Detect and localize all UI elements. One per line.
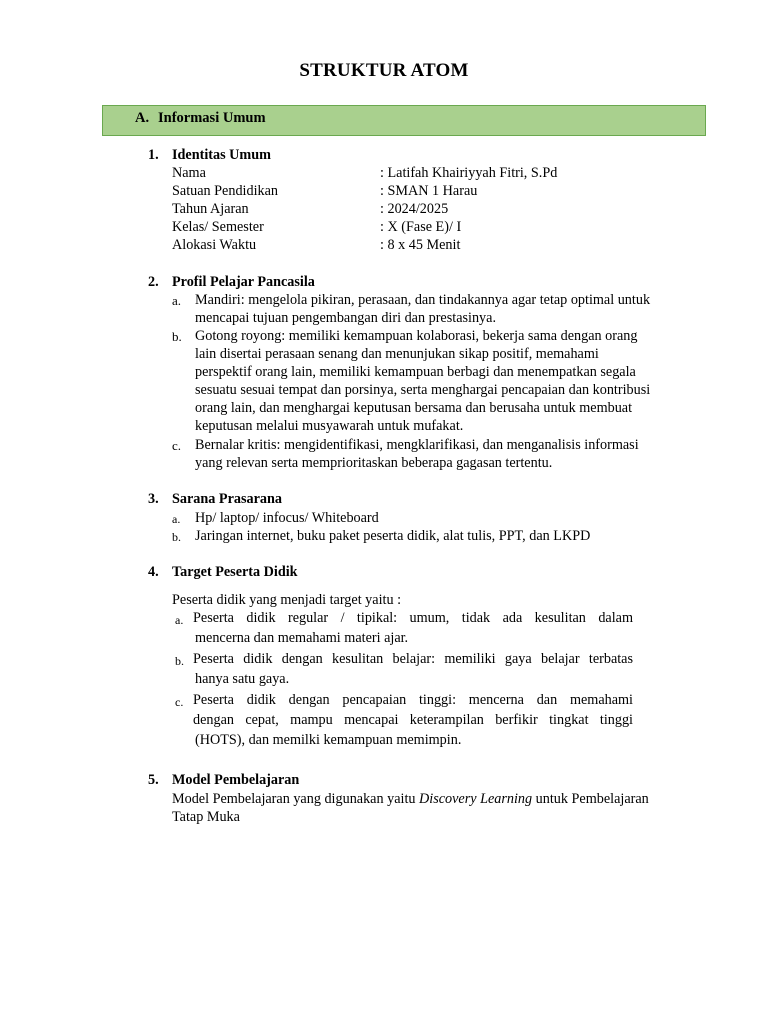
list-item-text: mencapai tujuan pengembangan diri dan prestasinya. <box>195 310 496 326</box>
model-text-italic: Discovery Learning <box>419 791 533 807</box>
list-item-text: hanya satu gaya. <box>195 671 290 687</box>
list-letter: a. <box>172 293 182 308</box>
list-item-text: keputusan melalui musyawarah untuk mufakat. <box>195 418 464 434</box>
list-item-text: lain disertai perasaan senang dan menunjukan sikap positif, memahami <box>195 346 599 362</box>
model-number: 5. <box>148 772 159 788</box>
list-letter: a. <box>175 613 184 627</box>
identitas-value: : X (Fase E)/ I <box>380 219 462 235</box>
list-item-text: sesuatu sesuai tempat dan porsinya, serta menghargai pencapaian dan kontribusi <box>195 382 651 398</box>
list-letter: a. <box>172 512 181 526</box>
profil-number: 2. <box>148 274 159 290</box>
section-label: A. <box>135 110 150 126</box>
target-number: 4. <box>148 564 159 580</box>
list-item-text: mencerna dan memahami materi ajar. <box>195 630 409 646</box>
list-item-text: perspektif orang lain, memiliki kemampuan berbagi dan menempatkan segala <box>195 364 636 380</box>
model-text-after: untuk Pembelajaran <box>532 791 649 807</box>
target-heading: Target Peserta Didik <box>172 564 298 580</box>
identitas-key: Kelas/ Semester <box>172 219 264 235</box>
identitas-key: Tahun Ajaran <box>172 201 249 217</box>
list-item-text: yang relevan serta memprioritaskan beberapa gagasan tertentu. <box>195 455 553 471</box>
list-item-text: Gotong royong: memiliki kemampuan kolaborasi, bekerja sama dengan orang <box>195 328 638 344</box>
list-item-text: Peserta didik regular / tipikal: umum, tidak ada kesulitan dalam <box>193 610 633 626</box>
list-item-text: Bernalar kritis: mengidentifikasi, mengklarifikasi, dan menganalisis informasi <box>195 437 639 453</box>
list-item-text: Peserta didik dengan kesulitan belajar: memiliki gaya belajar terbatas <box>193 651 633 667</box>
list-item-text: orang lain, dan menghargai keputusan bersama dan berusaha untuk membuat <box>195 400 633 416</box>
model-text-line2: Tatap Muka <box>172 809 240 825</box>
list-item-text: (HOTS), dan memilki kemampuan memimpin. <box>195 732 462 748</box>
list-item-text: Hp/ laptop/ infocus/ Whiteboard <box>195 510 379 526</box>
list-item-text: dengan cepat, mampu mencapai keterampilan berfikir tingkat tinggi <box>193 712 633 728</box>
model-text-before: Model Pembelajaran yang digunakan yaitu <box>172 791 420 807</box>
list-item-text: Peserta didik dengan pencapaian tinggi: mencerna dan memahami <box>193 692 633 708</box>
list-item-text: Mandiri: mengelola pikiran, perasaan, dan tindakannya agar tetap optimal untuk <box>195 292 651 308</box>
identitas-key: Alokasi Waktu <box>172 237 257 253</box>
page-title: STRUKTUR ATOM <box>299 60 469 81</box>
model-heading: Model Pembelajaran <box>172 772 300 788</box>
list-item-text: Jaringan internet, buku paket peserta didik, alat tulis, PPT, dan LKPD <box>195 528 591 544</box>
identitas-value: : Latifah Khairiyyah Fitri, S.Pd <box>380 165 558 181</box>
list-letter: b. <box>172 530 181 544</box>
list-letter: c. <box>172 438 182 453</box>
section-header-informasi-umum <box>102 105 706 136</box>
sarana-heading: Sarana Prasarana <box>172 491 282 507</box>
identitas-value: : SMAN 1 Harau <box>380 183 478 199</box>
identitas-value: : 8 x 45 Menit <box>380 237 461 253</box>
model-text <box>172 790 649 808</box>
identitas-number: 1. <box>148 147 159 163</box>
identitas-key: Nama <box>172 165 206 181</box>
identitas-value: : 2024/2025 <box>380 201 449 217</box>
list-letter: b. <box>172 329 182 344</box>
list-letter: c. <box>175 695 184 709</box>
target-intro: Peserta didik yang menjadi target yaitu : <box>172 592 402 608</box>
list-letter: b. <box>175 654 184 668</box>
sarana-number: 3. <box>148 491 159 507</box>
identitas-key: Satuan Pendidikan <box>172 183 278 199</box>
identitas-heading: Identitas Umum <box>172 147 271 163</box>
section-title: Informasi Umum <box>158 110 266 126</box>
profil-heading: Profil Pelajar Pancasila <box>172 274 315 290</box>
